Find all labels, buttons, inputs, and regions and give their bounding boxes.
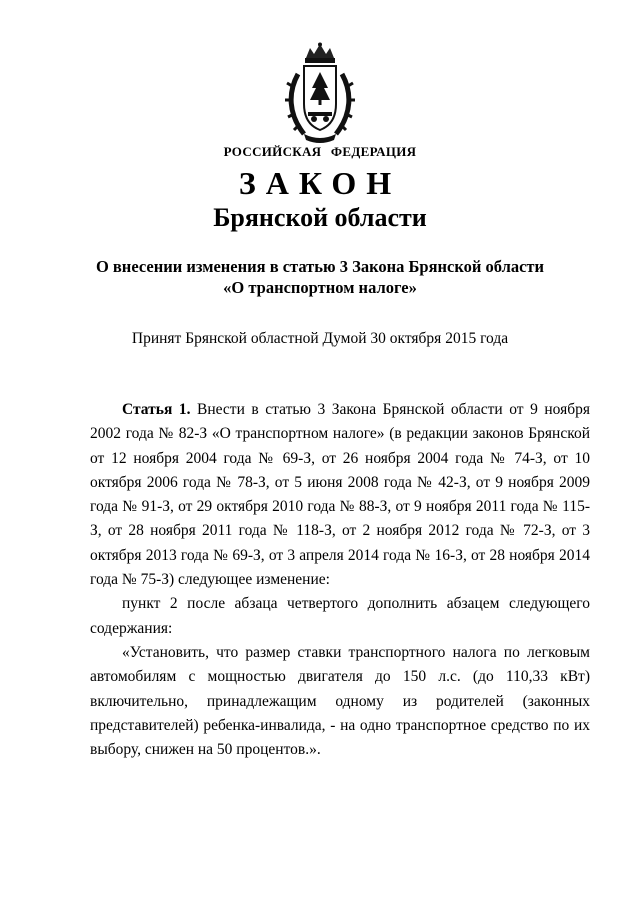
adoption-note: Принят Брянской областной Думой 30 октября 2015 года: [131, 330, 509, 347]
law-title-line-2: «О транспортном налоге»: [223, 278, 417, 297]
document-type: ЗАКОН: [238, 165, 402, 201]
law-title: [0, 256, 640, 298]
law-body: [90, 398, 590, 762]
article-1-paragraph-2: пункт 2 после абзаца четвертого дополнить абзацем следующего содержания:: [90, 595, 590, 637]
region-name: Брянской области: [213, 203, 427, 232]
article-1-paragraph: [90, 398, 590, 592]
article-1-label: Статья 1.: [122, 401, 191, 418]
country-name: РОССИЙСКАЯ ФЕДЕРАЦИЯ: [223, 144, 417, 159]
article-1-text: Внести в статью 3 Закона Брянской области от 9 ноября 2002 года № 82-З «О транспортном налоге» (в редакции законов Брянской от 12 ноября 2004 года № 69-З, от 26 ноября 2004 года № 74-З, от 10 октября 2006 года № 78-З, от 5 июня 2008 года № 42-З, от 9 ноября 2009 года № 91-З, от 29 октября 2010 года № 88-З, от 9 ноября 2011 года № 115-З, от 28 ноября 2011 года № 118-З, от 2 ноября 2012 года № 72-З, от 3 октября 2013 года № 69-З, от 3 апреля 2014 года № 16-З, от 28 ноября 2014 года № 75-З) следующее изменение:: [90, 401, 591, 589]
law-title-line-1: О внесении изменения в статью 3 Закона Брянской области: [95, 257, 545, 276]
article-1-paragraph-3: «Установить, что размер ставки транспортного налога по легковым автомобилям с мощностью двигателя до 150 л.с. (до 110,33 кВт) включительно, принадлежащим одному из родителей (законных представителей) ребенка-инвалида, - на одно транспортное средство по их выбору, снижен на 50 процентов.».: [90, 643, 590, 759]
bryansk-coat-of-arms-icon: [284, 42, 356, 146]
